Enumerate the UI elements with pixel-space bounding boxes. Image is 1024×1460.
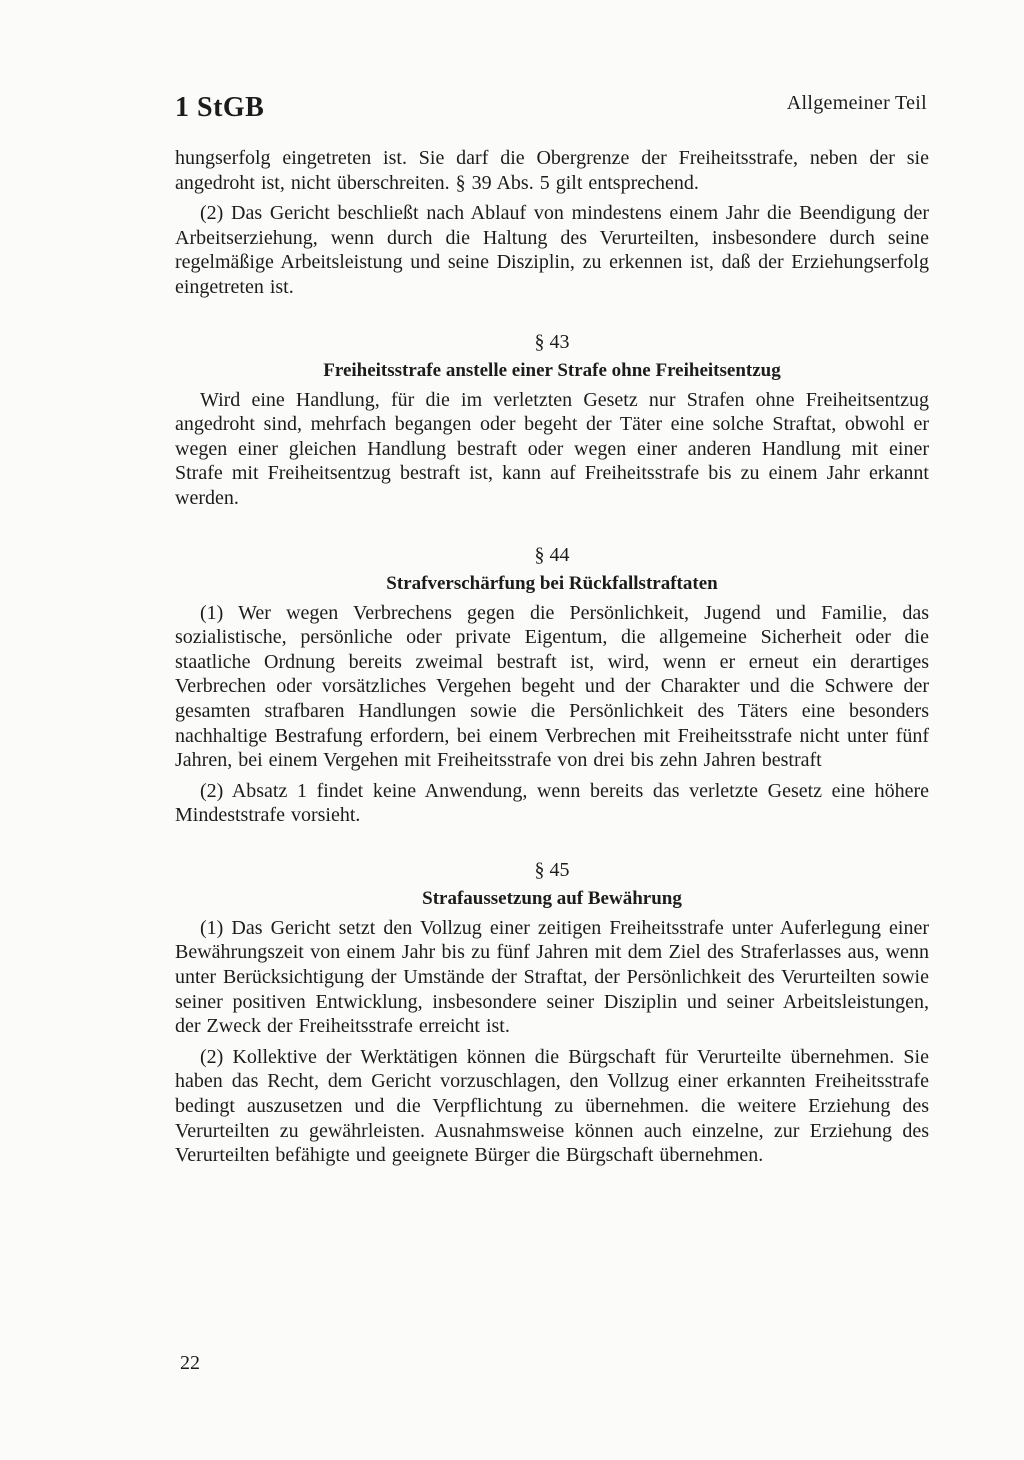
- section-44-paragraph-2: (2) Absatz 1 findet keine Anwendung, wenn bereits das verletzte Gesetz eine höhere Mindeststrafe vorsieht.: [175, 779, 929, 827]
- section-45-number: § 45: [534, 858, 570, 881]
- page-body: [175, 88, 929, 1168]
- section-43-number: § 43: [534, 330, 570, 353]
- continuation-paragraph: hungserfolg eingetreten ist. Sie darf die Obergrenze der Freiheitsstrafe, neben der sie angedroht ist, nicht überschreiten. § 39 Abs. 5 gilt entsprechend.: [175, 147, 929, 194]
- section-43-paragraph: Wird eine Handlung, für die im verletzten Gesetz nur Strafen ohne Freiheitsentzug angedroht sind, mehrfach begangen oder begeht der Täter eine solche Straftat, obwohl er wegen einer gleichen Handlung bestraft oder wegen einer anderen Handlung mit einer Strafe mit Freiheitsentzug bestraft ist, kann auf Freiheitsstrafe bis zu einem Jahr erkannt werden.: [175, 388, 929, 509]
- page-number: 22: [180, 1352, 200, 1374]
- section-45-paragraph-1: (1) Das Gericht setzt den Vollzug einer zeitigen Freiheitsstrafe unter Auferlegung einer Bewährungszeit von einem Jahr bis zu fünf Jahren mit dem Ziel des Straferlasses aus, wenn unter Berücksichtigung der Umstände der Straftat, der Persönlichkeit des Verurteilten sowie seiner positiven Entwicklung, insbesondere seiner Disziplin und seiner Arbeitsleistungen, der Zweck der Freiheitsstrafe erreicht ist.: [175, 916, 929, 1038]
- section-44-number: § 44: [534, 543, 570, 566]
- running-header: [175, 88, 929, 128]
- paragraph-2: (2) Das Gericht beschließt nach Ablauf von mindestens einem Jahr die Beendigung der Arbeitserziehung, wenn durch die Haltung des Verurteilten, insbesondere durch seine regelmäßige Arbeitsleistung und seine Disziplin, zu erkennen ist, daß der Erziehungserfolg eingetreten ist.: [175, 202, 929, 298]
- header-law-abbrev: 1 StGB: [175, 92, 265, 123]
- section-45-paragraph-2: (2) Kollektive der Werktätigen können die Bürgschaft für Verurteilte übernehmen. Sie haben das Recht, dem Gericht vorzuschlagen, den Vollzug einer erkannten Freiheitsstrafe bedingt auszusetzen und die Verpflichtung zu übernehmen. die weitere Erziehung des Verurteilten zu gewährleisten. Ausnahmsweise können auch einzelne, zur Erziehung des Verurteilten befähigte und geeignete Bürger die Bürgschaft übernehmen.: [175, 1045, 929, 1167]
- section-43-title: Freiheitsstrafe anstelle einer Strafe ohne Freiheitsentzug: [323, 359, 781, 381]
- section-44-title: Strafverschärfung bei Rückfallstraftaten: [386, 572, 718, 594]
- section-44-paragraph-1: (1) Wer wegen Verbrechens gegen die Persönlichkeit, Jugend und Familie, das sozialistische, persönliche oder private Eigentum, die allgemeine Sicherheit oder die staatliche Ordnung bereits zweimal bestraft ist, wird, wenn er erneut ein derartiges Verbrechen oder vorsätzliches Vergehen begeht und der Charakter und die Schwere der gesamten strafbaren Handlungen sowie die Persönlichkeit des Täters eine besonders nachhaltige Bestrafung erfordern, bei einem Verbrechen mit Freiheitsstrafe nicht unter fünf Jahren, bei einem Vergehen mit Freiheitsstrafe von drei bis zehn Jahren bestraft: [175, 601, 929, 772]
- header-part-title: Allgemeiner Teil: [786, 92, 927, 114]
- section-45-title: Strafaussetzung auf Bewährung: [422, 887, 682, 909]
